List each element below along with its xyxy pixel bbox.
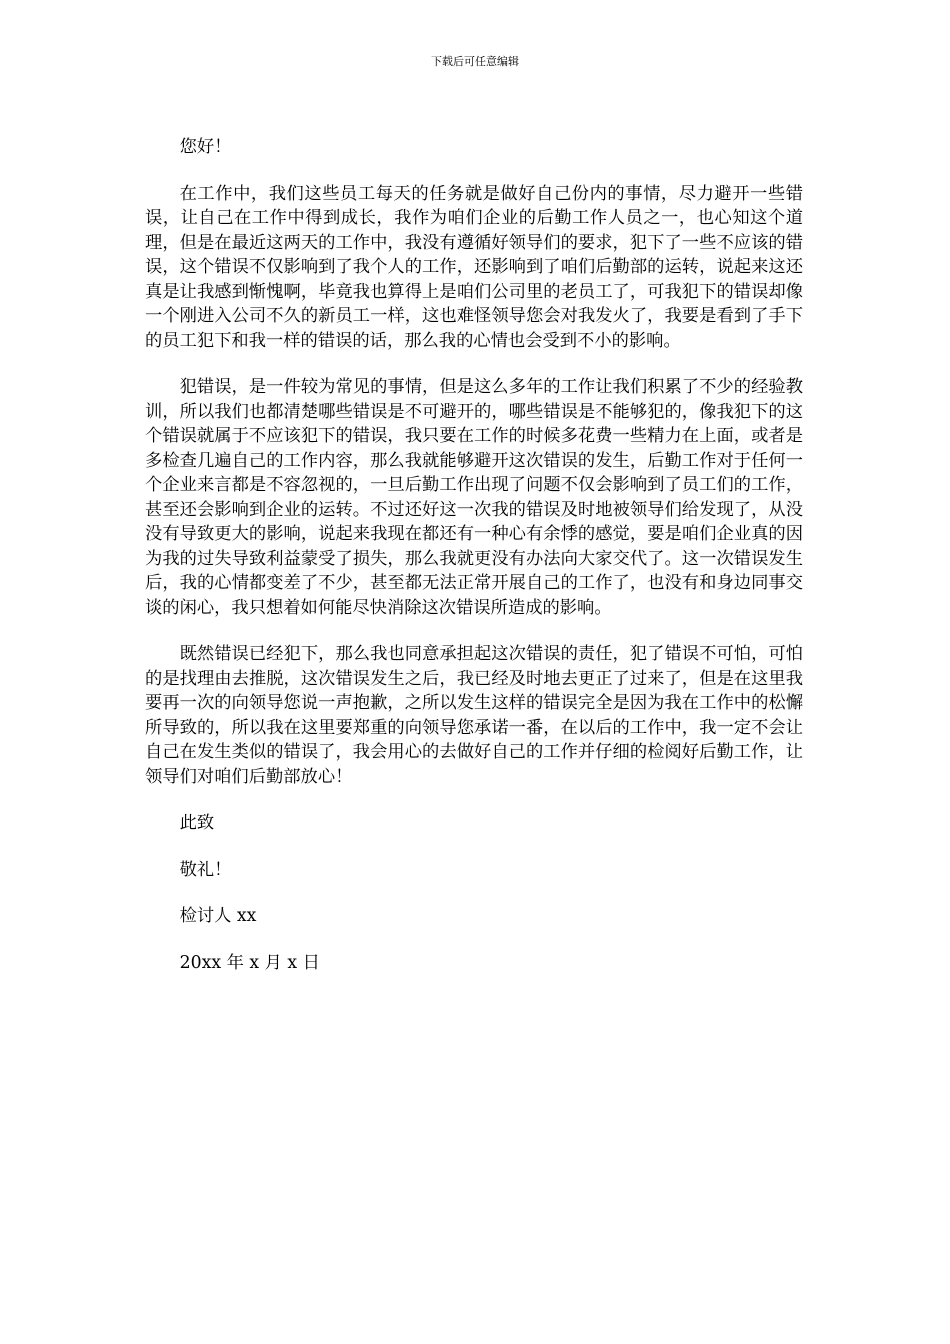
letter-salute: 敬礼！ — [179, 859, 232, 880]
letter-signature: 检讨人 xx — [179, 906, 257, 926]
letter-closing-line: 此致 — [179, 813, 215, 833]
letter-date: 20xx 年 x 月 x 日 — [179, 952, 320, 973]
letter-paragraph-1: 在工作中，我们这些员工每天的任务就是做好自己份内的事情，尽力避开一些错误，让自己在工作中得到成长，我作为咱们企业的后勤工作人员之一，也心知这个道理，但是在最近这两天的工作中，我没有遵循好领导们的要求，犯下了一些不应该的错误，这个错误不仅影响到了我个人的工作，还影响到了咱们后勤部的运转，说起来这还真是让我感到惭愧啊，毕竟我也算得上是咱们公司里的老员工了，可我犯下的错误却像一个刚进入公司不久的新员工一样，这也难怪领导您会对我发火了，我要是看到了手下的员工犯下和我一样的错误的话，那么我的心情也会受到不小的影响。 — [145, 183, 803, 351]
letter-greeting: 您好！ — [179, 137, 232, 157]
letter-paragraph-2: 犯错误，是一件较为常见的事情，但是这么多年的工作让我们积累了不少的经验教训，所以我们也都清楚哪些错误是不可避开的，哪些错误是不能够犯的，像我犯下的这个错误就属于不应该犯下的错误，我只要在工作的时候多花费一些精力在上面，或者是多检查几遍自己的工作内容，那么我就能够避开这次错误的发生，后勤工作对于任何一个企业来言都是不容忽视的，一旦后勤工作出现了问题不仅会影响到了员工们的工作，甚至还会影响到企业的运转。不过还好这一次我的错误及时地被领导们给发现了，从没没有导致更大的影响，说起来我现在都还有一种心有余悸的感觉，要是咱们企业真的因为我的过失导致利益蒙受了损失，那么我就更没有办法向大家交代了。这一次错误发生后，我的心情都变差了不少，甚至都无法正常开展自己的工作了，也没有和身边同事交谈的闲心，我只想着如何能尽快消除这次错误所造成的影响。 — [145, 377, 803, 618]
page-header-note: 下载后可任意编辑 — [431, 55, 519, 68]
letter-body — [145, 135, 803, 997]
letter-paragraph-3: 既然错误已经犯下，那么我也同意承担起这次错误的责任，犯了错误不可怕，可怕的是找理由去推脱，这次错误发生之后，我已经及时地去更正了过来了，但是在这里我要再一次的向领导您说一声抱歉，之所以发生这样的错误完全是因为我在工作中的松懈所导致的，所以我在这里要郑重的向领导您承诺一番，在以后的工作中，我一定不会让自己在发生类似的错误了，我会用心的去做好自己的工作并仔细的检阅好后勤工作，让领导们对咱们后勤部放心！ — [145, 644, 803, 787]
